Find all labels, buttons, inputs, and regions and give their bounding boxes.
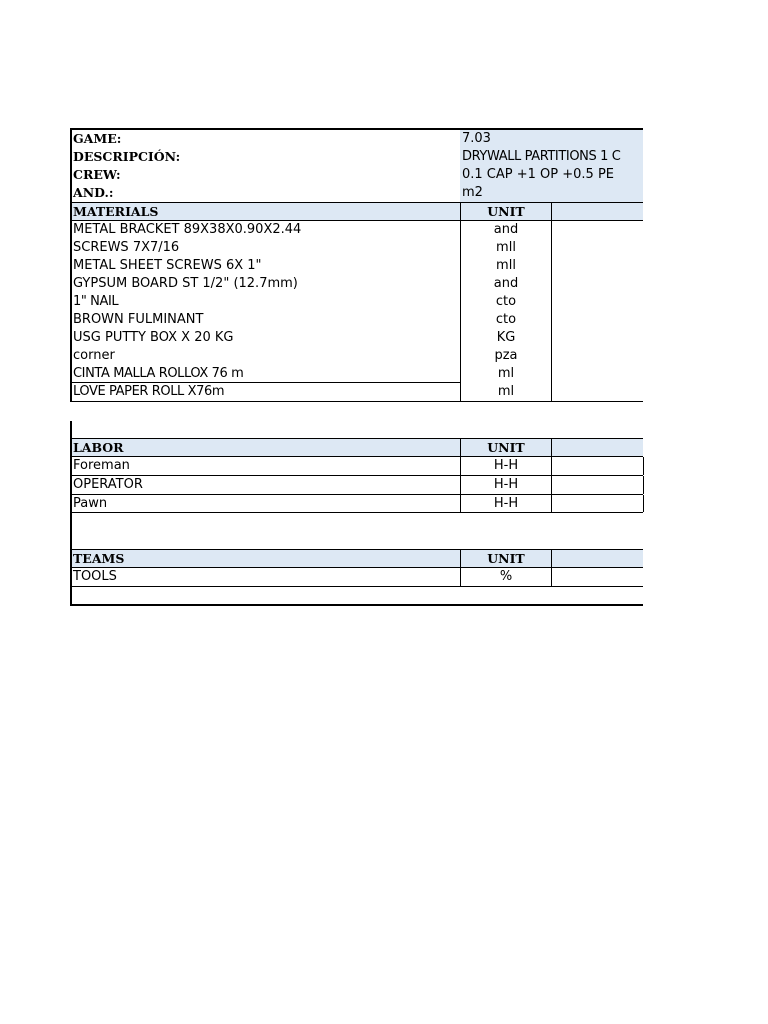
labor-extra[interactable] [552, 457, 644, 475]
labor-extra[interactable] [552, 495, 644, 512]
teams-item[interactable]: TOOLS [73, 569, 117, 584]
material-unit[interactable]: KG [460, 329, 552, 347]
material-row [72, 383, 643, 402]
material-unit[interactable]: and [460, 275, 552, 293]
labor-row [72, 476, 643, 495]
teams-extra-header [552, 550, 644, 567]
teams-unit[interactable]: % [460, 568, 552, 586]
materials-header-row [72, 202, 643, 221]
material-item[interactable]: SCREWS 7X7/16 [73, 240, 180, 255]
material-item[interactable]: CINTA MALLA ROLLOX 76 m [72, 365, 460, 383]
and-value[interactable]: m2 [460, 184, 643, 202]
material-unit[interactable]: pza [460, 347, 552, 365]
teams-row [72, 568, 643, 587]
description-value[interactable]: DRYWALL PARTITIONS 1 C [460, 148, 643, 166]
teams-title: TEAMS [73, 551, 125, 566]
labor-item[interactable]: OPERATOR [73, 477, 143, 492]
labor-header-row [72, 438, 643, 457]
material-item[interactable]: 1" NAIL [73, 294, 119, 309]
material-item[interactable]: METAL SHEET SCREWS 6X 1" [73, 258, 262, 273]
cost-analysis-sheet [70, 128, 643, 606]
material-row [72, 257, 643, 275]
labor-unit[interactable]: H-H [460, 495, 552, 512]
material-unit[interactable]: ml [460, 365, 552, 383]
crew-label: CREW: [73, 167, 121, 182]
material-unit[interactable]: mll [460, 257, 552, 275]
material-item[interactable]: USG PUTTY BOX X 20 KG [73, 330, 234, 345]
labor-row [72, 495, 643, 513]
material-row [72, 221, 643, 239]
labor-title: LABOR [73, 440, 124, 455]
crew-value[interactable]: 0.1 CAP +1 OP +0.5 PE [460, 166, 643, 184]
labor-extra[interactable] [552, 476, 644, 494]
materials-extra-header [552, 203, 644, 220]
material-row [72, 239, 643, 257]
material-row [72, 329, 643, 347]
material-item[interactable]: GYPSUM BOARD ST 1/2" (12.7mm) [73, 276, 298, 291]
material-row [72, 311, 643, 329]
labor-item[interactable]: Pawn [73, 496, 108, 511]
material-row [72, 365, 643, 383]
labor-unit[interactable]: H-H [460, 476, 552, 494]
materials-title: MATERIALS [73, 204, 159, 219]
material-row [72, 347, 643, 365]
labor-extra-header [552, 439, 644, 456]
material-unit[interactable]: cto [460, 293, 552, 311]
and-label: AND.: [73, 185, 114, 200]
header-row-crew [72, 166, 643, 184]
material-row [72, 275, 643, 293]
header-row-description [72, 148, 643, 166]
labor-unit-header: UNIT [460, 439, 552, 456]
material-unit[interactable]: ml [460, 383, 552, 401]
teams-header-row [72, 549, 643, 568]
material-item[interactable]: METAL BRACKET 89X38X0.90X2.44 [73, 222, 302, 237]
header-row-and [72, 184, 643, 202]
labor-item[interactable]: Foreman [73, 458, 130, 473]
game-value[interactable]: 7.03 [460, 130, 643, 148]
material-unit[interactable]: and [460, 221, 552, 239]
labor-unit[interactable]: H-H [460, 457, 552, 475]
material-unit[interactable]: mll [460, 239, 552, 257]
materials-unit-header: UNIT [460, 203, 552, 220]
game-label: GAME: [73, 131, 122, 146]
section-gap [70, 402, 72, 421]
material-row [72, 293, 643, 311]
teams-unit-header: UNIT [460, 550, 552, 567]
labor-row [72, 457, 643, 476]
material-item[interactable]: BROWN FULMINANT [73, 312, 204, 327]
material-unit[interactable]: cto [460, 311, 552, 329]
material-item[interactable]: corner [73, 348, 115, 363]
description-label: DESCRIPCIÓN: [73, 149, 181, 164]
material-item[interactable]: LOVE PAPER ROLL X76m [73, 384, 225, 399]
header-row-game [72, 130, 643, 148]
